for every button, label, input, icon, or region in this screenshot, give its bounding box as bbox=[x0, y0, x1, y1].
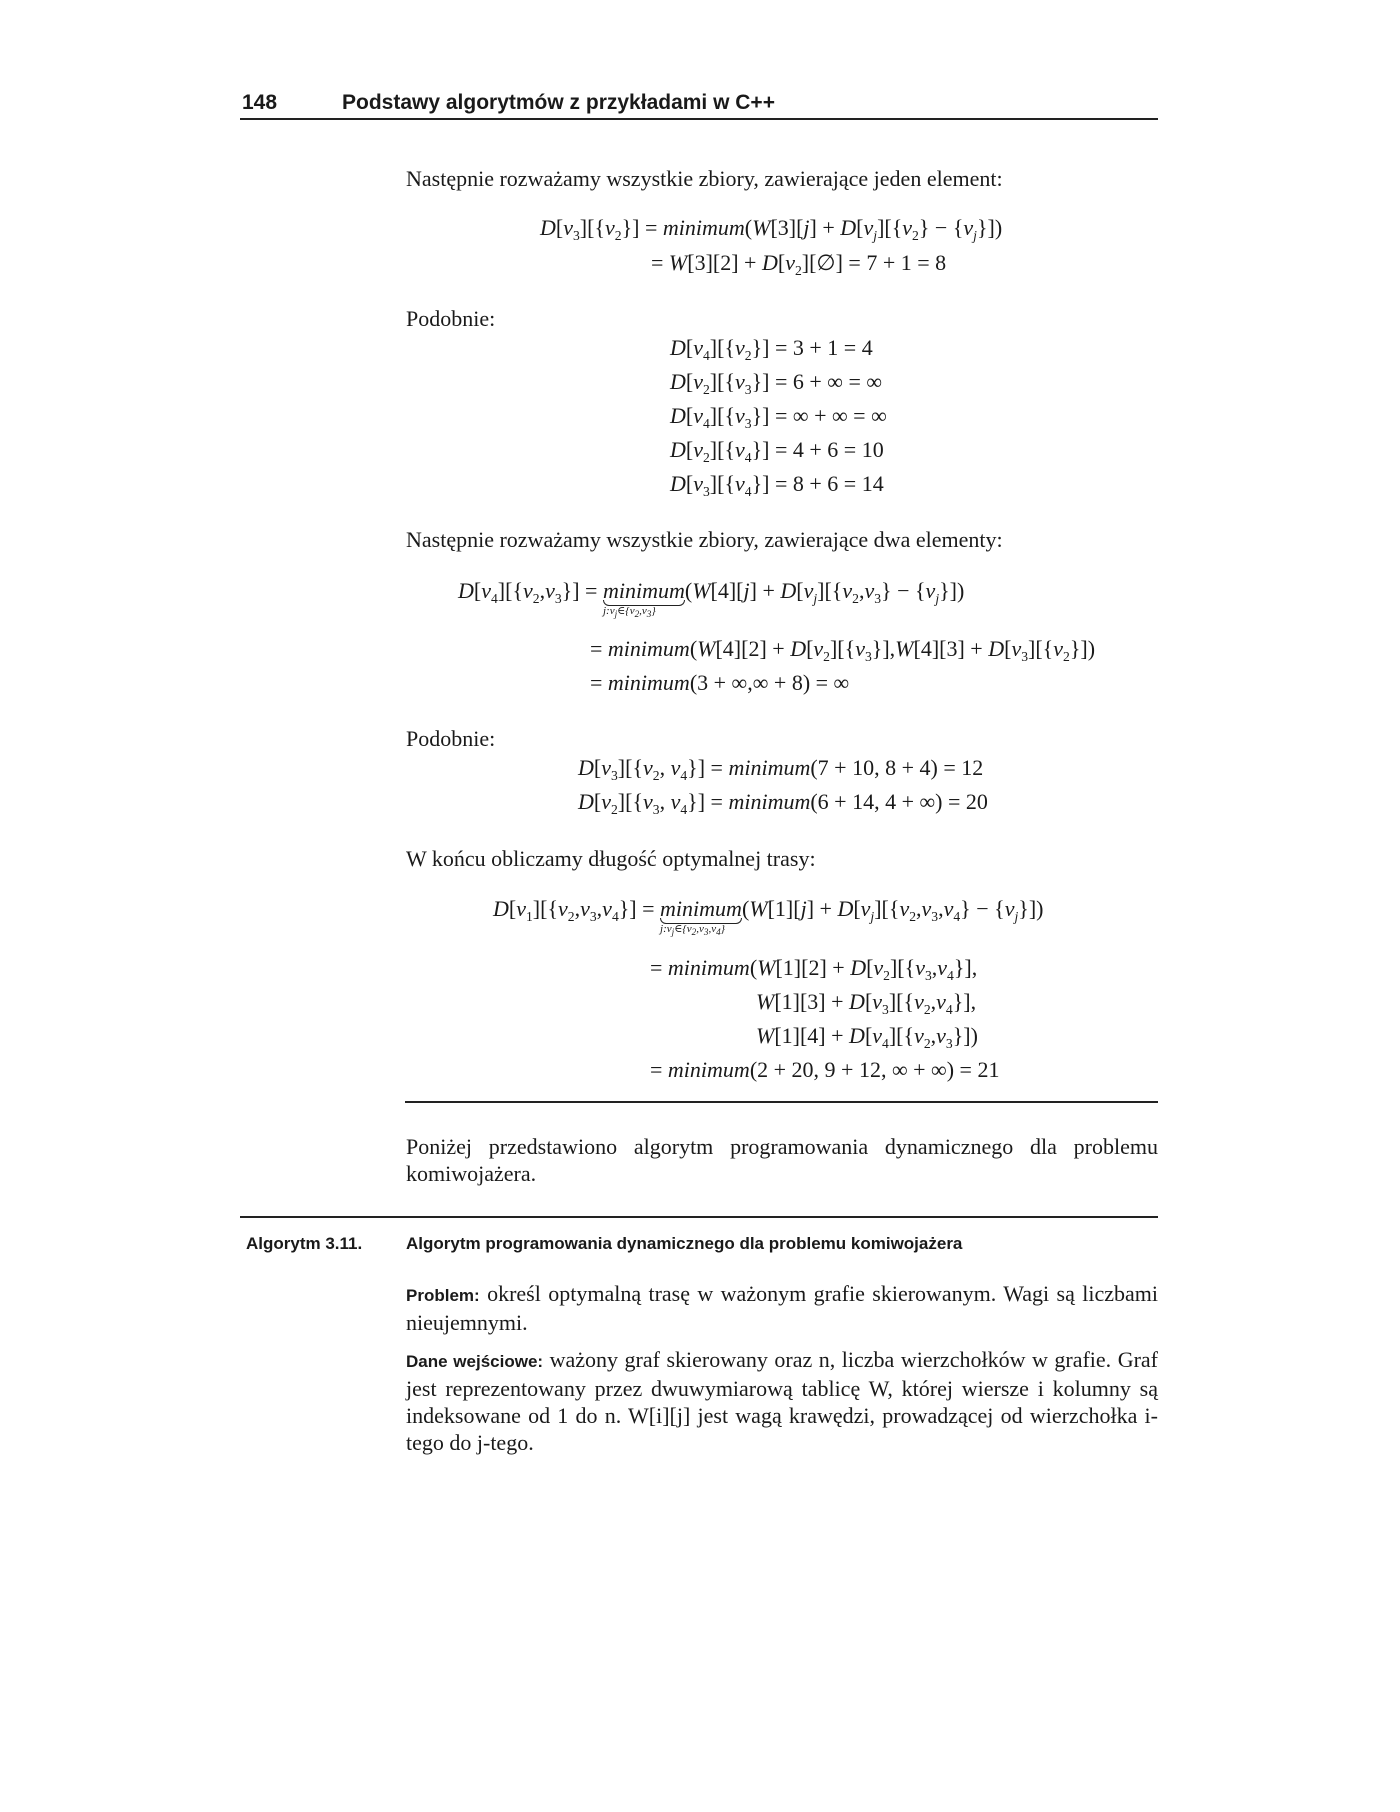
equation-similar-1c: $D[v_4][\{v_3\}]$ = ∞ + ∞ = ∞ bbox=[670, 403, 887, 431]
page-number: 148 bbox=[242, 91, 278, 114]
below-paragraph: Poniżej przedstawiono algorytm programowania dynamicznego dla problemu komiwojażera. bbox=[406, 1134, 1158, 1186]
equation-final-line1: $D[v_1][\{v_2,v_3,v_4\}]$ = minimum $j:v_j\in\{v_2,v_3,v_4\}$ $(W[1][j] + D[v_j][\{v_2,v_3,v_4\} - \{v_j\}])$ bbox=[493, 896, 1044, 938]
similarly-label-1: Podobnie: bbox=[406, 306, 496, 331]
input-label: Dane wejściowe: bbox=[406, 1352, 544, 1371]
problem-label: Problem: bbox=[406, 1286, 480, 1305]
equation-two-elements-line2: = minimum(W[4][2] + $D[v_2][\{v_3\}],W[4][3] + D[v_3][\{v_2\}]$) bbox=[590, 636, 1096, 664]
equation-similar-2b: $D[v_2][\{v_3$, $v_4$}] = minimum(6 + 14, 4 + ∞) = 20 bbox=[578, 789, 988, 817]
equation-final-line2: = minimum(W[1][2] + $D[v_2][\{v_3,v_4\}]$, bbox=[650, 955, 978, 983]
equation-one-element-line1: $D[v_3][\{v_2\}]$ = minimum(W[3][j] + $D[v_j][\{v_2\} - \{v_j\}]$) bbox=[540, 215, 1003, 243]
algorithm-title: Algorytm programowania dynamicznego dla problemu komiwojażera bbox=[406, 1234, 963, 1253]
equation-similar-1d: $D[v_2][\{v_4\}] = 4 + 6 = 10$ bbox=[670, 437, 884, 465]
equation-final-line3: $W[1][3] + D[v_3][\{v_2,v_4\}]$, bbox=[756, 989, 977, 1017]
final-intro: W końcu obliczamy długość optymalnej trasy: bbox=[406, 846, 816, 871]
similarly-label-2: Podobnie: bbox=[406, 726, 496, 751]
header-rule bbox=[240, 118, 1158, 120]
equation-final-line4: $W[1][4] + D[v_4][\{v_2,v_3\}]$) bbox=[756, 1023, 978, 1051]
equation-two-elements-line3: = minimum(3 + ∞,∞ + 8) = ∞ bbox=[590, 670, 850, 695]
input-text: ważony graf skierowany oraz n, liczba wierzchołków w grafie. Graf jest reprezentowany przez dwuwymiarową tablicę W, której wiersze i kolumny są indeksowane od 1 do n. W[i][j] jest wagą krawędzi, prowadzącej od wierzchołka i-tego do j-tego. bbox=[406, 1347, 1159, 1455]
problem-paragraph bbox=[406, 1280, 1158, 1336]
intro-one-element: Następnie rozważamy wszystkie zbiory, zawierające jeden element: bbox=[406, 166, 1003, 191]
example-end-rule bbox=[405, 1101, 1158, 1103]
equation-similar-2a: $D[v_3][\{v_2$, $v_4$}] = minimum(7 + 10, 8 + 4) = 12 bbox=[578, 755, 984, 783]
input-paragraph bbox=[406, 1346, 1158, 1456]
book-title: Podstawy algorytmów z przykładami w C++ bbox=[342, 91, 775, 114]
equation-similar-1b: $D[v_2][\{v_3\}] = 6$ + ∞ = ∞ bbox=[670, 369, 883, 397]
problem-text: określ optymalną trasę w ważonym grafie skierowanym. Wagi są liczbami nieujemnymi. bbox=[406, 1281, 1159, 1335]
equation-two-elements-line1: $D[v_4][\{v_2,v_3\}]$ = minimum $j:v_j\in\{v_2,v_3\}$ $(W[4][j] + D[v_j][\{v_2,v_3\} - \{v_j\}])$ bbox=[458, 578, 965, 620]
intro-two-elements: Następnie rozważamy wszystkie zbiory, zawierające dwa elementy: bbox=[406, 527, 1003, 552]
algorithm-top-rule bbox=[240, 1216, 1158, 1218]
equation-similar-1e: $D[v_3][\{v_4\}] = 8 + 6 = 14$ bbox=[670, 471, 884, 499]
equation-similar-1a: $D[v_4][\{v_2\}] = 3 + 1 = 4$ bbox=[670, 335, 873, 363]
equation-final-result: = minimum(2 + 20, 9 + 12, ∞ + ∞) = 21 bbox=[650, 1057, 1000, 1082]
algorithm-label: Algorytm 3.11. bbox=[246, 1234, 363, 1253]
equation-one-element-line2: = $W[3][2] + D[v_2][\emptyset] = 7 + 1 = 8$ bbox=[651, 250, 947, 278]
